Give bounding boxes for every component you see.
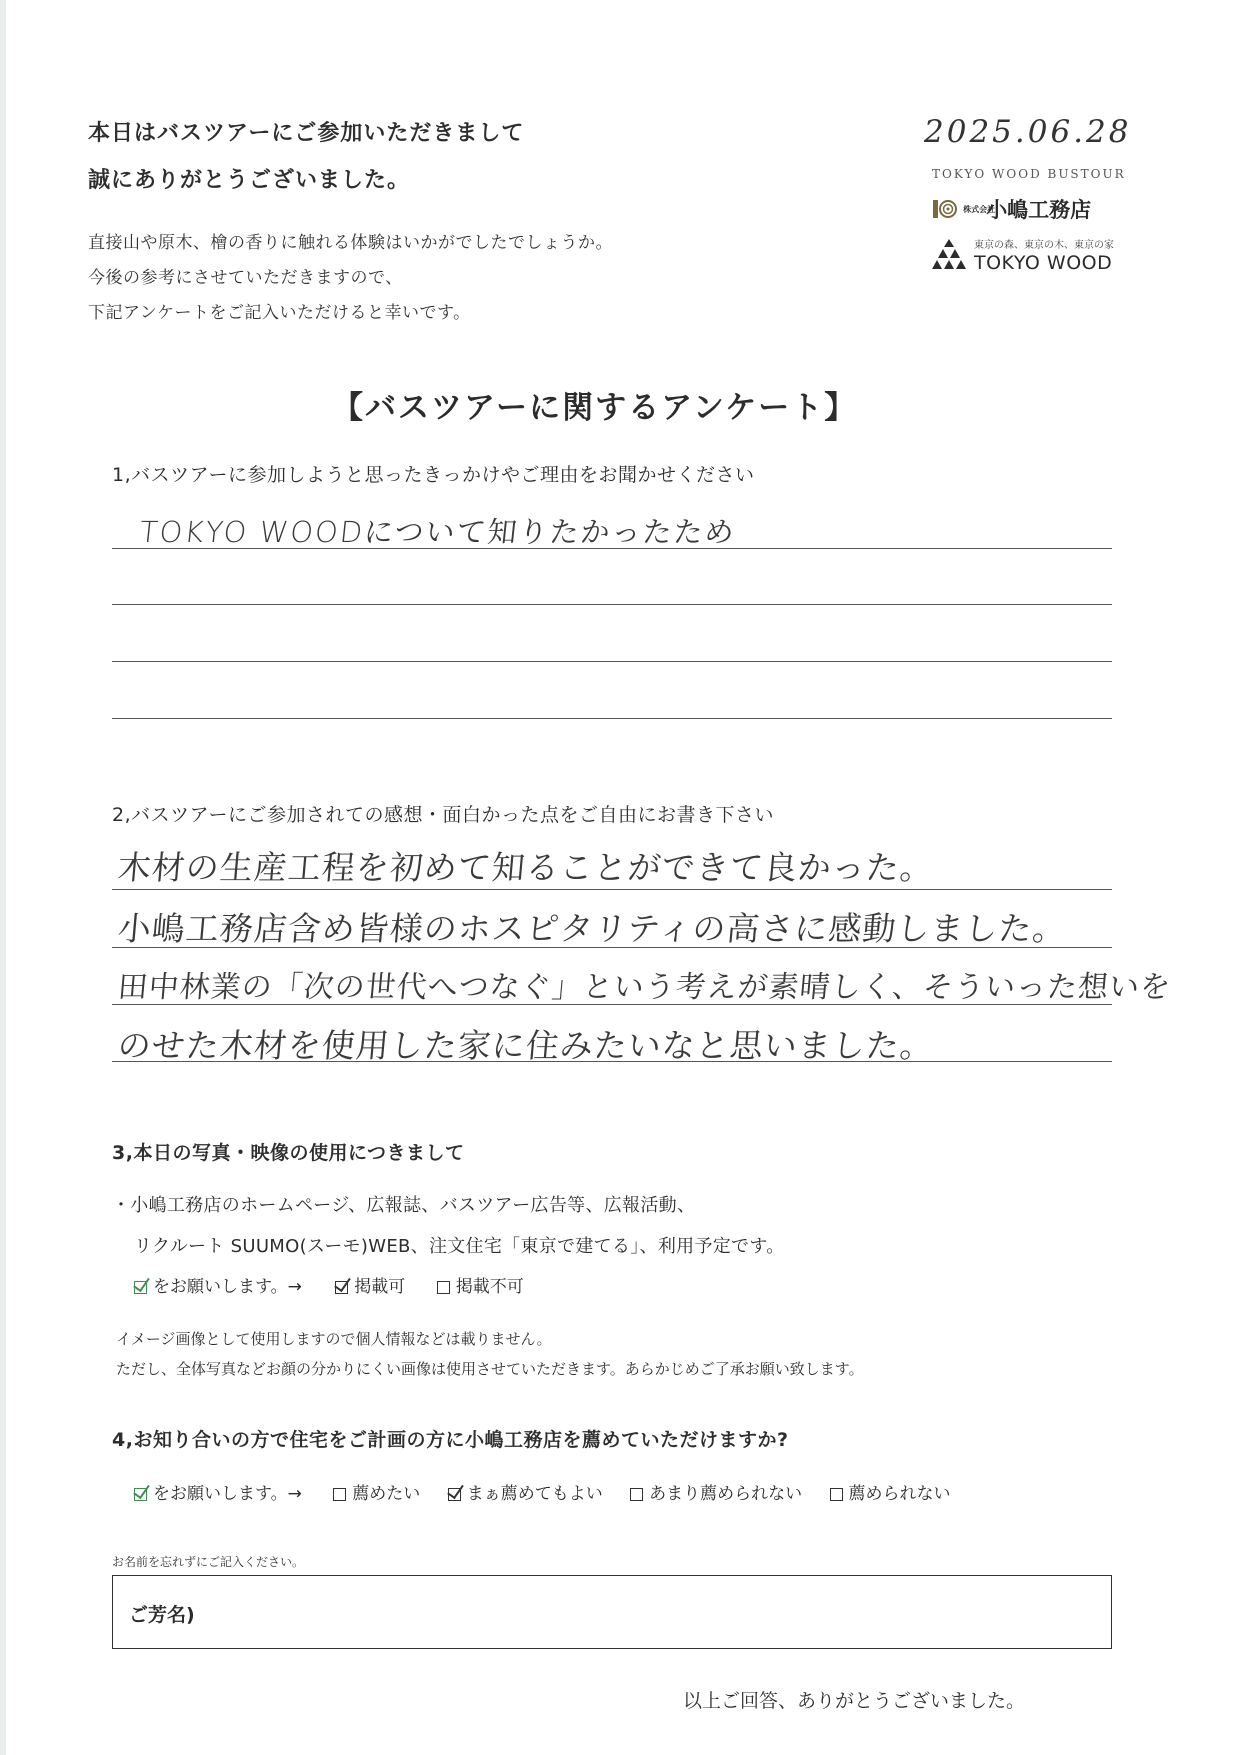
q2-label: 2,バスツアーにご参加されての感想・面白かった点をご自由にお書き下さい: [112, 804, 775, 826]
q3-label: 3,本日の写真・映像の使用につきまして: [112, 1142, 465, 1164]
tokyo-wood-tree-icon: [932, 236, 966, 270]
q4-options-row: [134, 1479, 951, 1504]
q1-answer-line-2: [112, 604, 1112, 605]
q2-answer-rule-3: [112, 1004, 1112, 1005]
q1-answer-line-1: [112, 548, 1112, 549]
q2-answer-rule-2: [112, 947, 1112, 948]
q1-answer-line-4: [112, 718, 1112, 719]
q4-option-not-recommend[interactable]: [830, 1479, 951, 1504]
q3-option-deny-label: 掲載不可: [455, 1277, 524, 1297]
q3-option-allow-checkbox[interactable]: [335, 1281, 348, 1294]
q3-option-deny-checkbox[interactable]: [437, 1281, 450, 1294]
q2-answer-line2[interactable]: 小嶋工務店含め皆様のホスピタリティの高さに感動しました。: [116, 909, 1069, 948]
q2-answer-rule-1: [112, 889, 1112, 890]
q3-option-allow-label: 掲載可: [354, 1277, 406, 1297]
q4-option-not-recommend-checkbox[interactable]: [830, 1488, 843, 1501]
kojima-logo-mark-icon: [932, 198, 958, 220]
q4-instruction-check-icon: [134, 1488, 147, 1501]
q3-option-allow[interactable]: [335, 1272, 405, 1297]
q1-label: 1,バスツアーに参加しようと思ったきっかけやご理由をお聞かせください: [112, 464, 755, 486]
q4-option-hardly-recommend-checkbox[interactable]: [630, 1488, 643, 1501]
q3-bullet-line1: ・小嶋工務店のホームページ、広報誌、バスツアー広告等、広報活動、: [112, 1195, 696, 1216]
q2-answer-line3[interactable]: 田中林業の「次の世代へつなぐ」という考えが素晴しく、そういった想いを: [116, 970, 1173, 1005]
q2-answer-line1[interactable]: 木材の生産工程を初めて知ることができて良かった。: [116, 848, 936, 887]
q3-options-row: [134, 1272, 550, 1297]
intro-heading-line2: 誠にありがとうございました。: [88, 168, 411, 193]
page-edge-mark: [0, 0, 6, 1755]
kojima-logo: [932, 194, 1091, 224]
q4-request-text: をお願いします。→: [153, 1484, 302, 1504]
name-label: ご芳名): [129, 1604, 195, 1626]
q4-option-hardly-recommend-label: あまり薦められない: [649, 1484, 803, 1504]
brand-name: TOKYO WOOD: [974, 252, 1113, 274]
survey-title: 【バスツアーに関するアンケート】: [332, 390, 858, 426]
q1-answer[interactable]: TOKYO WOODについて知りたかったため: [138, 515, 738, 549]
company-name: 小嶋工務店: [986, 198, 1092, 222]
q2-answer-rule-4: [112, 1061, 1112, 1062]
q4-option-recommend-label: 薦めたい: [352, 1484, 421, 1504]
intro-body-line1: 直接山や原木、檜の香りに触れる体験はいかがでしたでしょうか。: [88, 233, 613, 253]
q4-option-maybe-recommend-checkbox[interactable]: [448, 1488, 461, 1501]
q4-label: 4,お知り合いの方で住宅をご計画の方に小嶋工務店を薦めていただけますか?: [112, 1429, 789, 1451]
q4-option-recommend-checkbox[interactable]: [333, 1488, 346, 1501]
q3-note1: イメージ画像として使用しますので個人情報などは載りません。: [116, 1330, 552, 1348]
q3-instruction-check-icon: [134, 1281, 147, 1294]
q3-option-deny[interactable]: [437, 1272, 524, 1297]
q3-note2: ただし、全体写真などお顔の分かりにくい画像は使用させていただきます。あらかじめご了承お願い致します。: [116, 1360, 864, 1378]
q4-option-hardly-recommend[interactable]: [630, 1479, 802, 1504]
tour-date: 2025.06.28: [924, 114, 1132, 150]
name-note: お名前を忘れずにご記入ください。: [112, 1555, 305, 1569]
intro-heading-line1: 本日はバスツアーにご参加いただきまして: [88, 121, 525, 146]
closing-message: 以上ご回答、ありがとうございました。: [683, 1690, 1026, 1712]
q3-bullet-line2: リクルート SUUMO(スーモ)WEB、注文住宅「東京で建てる」、利用予定です。: [134, 1236, 785, 1257]
q4-option-recommend[interactable]: [333, 1479, 420, 1504]
q4-option-maybe-recommend[interactable]: [448, 1479, 603, 1504]
company-prefix: 株式会社: [963, 204, 996, 214]
tour-subtitle: TOKYO WOOD BUSTOUR: [932, 167, 1126, 181]
q4-option-not-recommend-label: 薦められない: [848, 1484, 951, 1504]
name-field[interactable]: [112, 1575, 1112, 1649]
q3-request-text: をお願いします。→: [153, 1277, 302, 1297]
brand-tagline: 東京の森、東京の木、東京の家: [974, 240, 1114, 251]
intro-body-line2: 今後の参考にさせていただきますので、: [88, 268, 403, 288]
q2-answer-line4[interactable]: のせた木材を使用した家に住みたいなと思いました。: [116, 1026, 936, 1065]
q1-answer-line-3: [112, 661, 1112, 662]
intro-body-line3: 下記アンケートをご記入いただけると幸いです。: [88, 303, 471, 323]
q4-option-maybe-recommend-label: まぁ薦めてもよい: [466, 1484, 603, 1504]
